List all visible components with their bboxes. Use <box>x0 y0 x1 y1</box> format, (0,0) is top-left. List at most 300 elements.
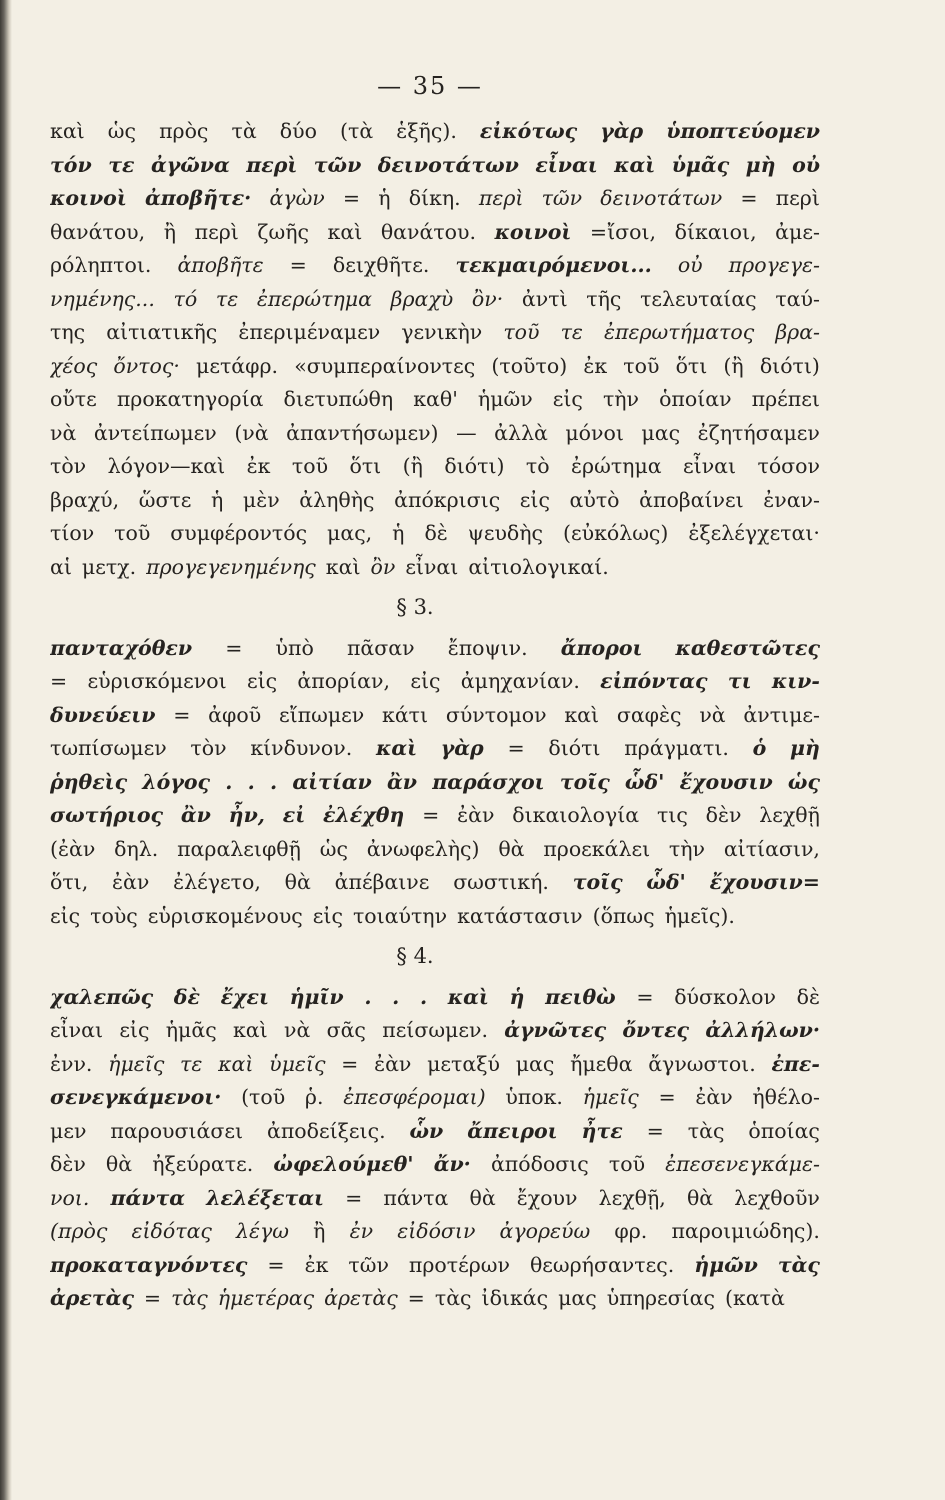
text-word: ἡμῶν <box>477 387 533 411</box>
text-word: ἠθέλο- <box>752 1085 820 1109</box>
text-word: τὴν <box>602 387 640 411</box>
text-word: ὅτι, <box>50 870 89 894</box>
text-word: ἡμεῖς). <box>664 903 735 928</box>
text-line <box>50 665 820 699</box>
text-word: ἐὰν <box>695 1085 733 1109</box>
text-word: διότι) <box>444 454 505 478</box>
text-word: ἔποψιν. <box>447 635 528 660</box>
text-line <box>50 1282 820 1316</box>
text-word: θὰ <box>105 1152 133 1176</box>
italic-word: εἰδόσιν <box>397 1219 476 1243</box>
text-word: ἀντιμε- <box>743 702 820 727</box>
text-word: = <box>50 669 68 693</box>
text-word: τελευταίας <box>640 286 757 311</box>
text-word: = <box>289 253 307 277</box>
text-word: — <box>456 420 477 445</box>
text-word: ὥστε <box>138 487 192 512</box>
text-word: εἰς <box>552 387 583 411</box>
text-word: περὶ <box>194 219 239 244</box>
text-word: μεν <box>50 1118 87 1143</box>
text-word: οὔτε <box>50 387 97 411</box>
commentary-text <box>50 115 820 1316</box>
text-word: νὰ <box>699 702 726 727</box>
text-word: = <box>658 1085 676 1109</box>
text-word: προκατηγορία <box>116 387 264 411</box>
italic-word: νοι. <box>50 1185 90 1210</box>
text-word: ἐκ <box>583 353 608 378</box>
page-number: — 35 — <box>377 72 483 100</box>
text-line <box>50 1014 820 1048</box>
italic-word: νημένης... <box>50 286 155 311</box>
text-word: ὅτι <box>675 353 708 378</box>
text-line <box>50 316 820 350</box>
text-word: = <box>267 1252 285 1277</box>
text-word: καὶ <box>232 1018 268 1042</box>
text-word: τίον <box>50 521 95 545</box>
text-word: ζωῆς <box>257 219 309 244</box>
text-word: τὰς <box>434 1286 472 1310</box>
text-line <box>50 383 820 417</box>
section-heading: § 4. <box>396 944 434 968</box>
lemma-word: πειθὼ <box>545 984 616 1009</box>
text-word: ἀπορίαν, <box>297 669 390 693</box>
text-word: ἀλλὰ <box>494 420 548 445</box>
italic-word: ἀρετὰς <box>324 1286 398 1310</box>
text-word: τοῦ <box>608 1152 646 1176</box>
lemma-word: εἰ <box>282 803 306 827</box>
lemma-word: ῥηθεὶς <box>50 769 128 794</box>
italic-word: ὄντος· <box>113 353 180 378</box>
italic-word: ἀγορεύω <box>499 1219 591 1243</box>
text-word: ὑπηρεσίας <box>606 1286 715 1310</box>
text-word: εἰς <box>519 487 550 512</box>
text-word: προεκάλει <box>543 836 651 861</box>
text-word: κάτι <box>382 702 429 727</box>
text-word: προτέρων <box>408 1252 510 1277</box>
text-word: (εὐκόλως) <box>562 521 669 545</box>
text-word: σᾶς <box>326 1018 366 1042</box>
text-word: ῥ. <box>304 1085 324 1109</box>
text-word: μεταξύ <box>427 1051 500 1076</box>
text-line <box>50 866 820 900</box>
lemma-word: καὶ <box>375 736 418 760</box>
text-word: καθ' <box>413 387 458 411</box>
italic-word: τὰς <box>171 1286 208 1310</box>
text-word: τῆς <box>586 286 622 311</box>
lemma-word: μὴ <box>790 736 820 760</box>
text-word: γενικὴν <box>401 320 483 344</box>
text-word: τοῦ <box>114 521 151 545</box>
text-word: ἀπόδοσις <box>490 1152 589 1176</box>
text-word: εἶναι <box>683 454 737 478</box>
text-word: μετάφρ. <box>196 353 279 378</box>
lemma-word: ἄν· <box>433 1152 471 1176</box>
text-word: = <box>225 635 243 660</box>
text-line <box>50 350 820 384</box>
text-word: ἀπαντήσωμεν) <box>286 420 439 445</box>
text-word: πείσωμεν. <box>382 1018 488 1042</box>
italic-word: ἀποβῆτε <box>177 253 264 277</box>
lemma-word: ἦτε <box>581 1118 623 1143</box>
lemma-word: χαλεπῶς <box>50 984 154 1009</box>
lemma-word: μὴ <box>745 152 776 177</box>
text-word: νὰ <box>283 1018 311 1042</box>
text-word: = <box>143 1286 162 1310</box>
text-word: ἐὰν <box>112 870 150 894</box>
lemma-word: ἂν <box>386 769 417 794</box>
text-word: συμφέροντός <box>170 521 308 545</box>
italic-word: περὶ <box>478 186 524 210</box>
text-word: τὰ <box>231 119 257 143</box>
italic-word: τε <box>180 1051 203 1076</box>
text-line <box>50 981 820 1015</box>
lemma-word: . <box>247 769 255 794</box>
lemma-word: . <box>225 769 233 794</box>
lemma-word: ἐπε- <box>771 1051 820 1076</box>
lemma-word: ἀποβῆτε· <box>144 186 252 210</box>
italic-word: ὂν· <box>471 286 504 311</box>
text-word: λεχθῇ <box>759 803 820 827</box>
text-word: λεχθοῦν <box>734 1185 820 1210</box>
text-word: δηλ. <box>114 836 159 861</box>
text-line <box>50 249 820 283</box>
text-word: τῶν <box>348 1252 389 1277</box>
text-word: πράγματι. <box>624 736 729 760</box>
text-word: τὸν <box>190 736 227 760</box>
text-word: ὑπὸ <box>275 635 314 660</box>
italic-word: ἐπερώτημα <box>256 286 372 311</box>
text-word: ἡ <box>378 186 391 210</box>
text-word: = <box>407 1286 425 1310</box>
text-word: τοὺς <box>90 903 138 928</box>
text-word: παραλειφθῇ <box>177 836 301 861</box>
text-word: ἀνωφελὴς) <box>366 836 480 861</box>
lemma-word: καὶ <box>447 984 489 1009</box>
text-word: τοῦ <box>623 353 660 378</box>
lemma-word: τε <box>108 152 135 177</box>
italic-word: δεινοτάτων <box>600 186 723 210</box>
page-binding-edge <box>0 0 12 1500</box>
lemma-word: προκαταγνόντες <box>50 1252 248 1277</box>
italic-word: καὶ <box>218 1051 254 1076</box>
italic-word: λέγω <box>236 1219 289 1243</box>
text-word: πᾶσαν <box>346 635 415 660</box>
text-line <box>50 551 820 585</box>
text-word: ὁποίας <box>748 1118 820 1143</box>
text-word: = <box>173 702 191 727</box>
text-word: περὶ <box>775 186 820 210</box>
text-word: ἑξῆς). <box>396 119 457 143</box>
text-word: μόνοι <box>565 420 624 445</box>
text-word: νὰ <box>50 420 77 445</box>
lemma-word: εἶναι <box>535 152 598 177</box>
text-line <box>50 283 820 317</box>
lemma-word: κιν- <box>771 669 820 693</box>
lemma-word: τῶν <box>313 152 362 177</box>
text-word: δὲν <box>50 1152 86 1176</box>
section-heading: § 3. <box>396 595 434 619</box>
text-word: μας <box>641 420 681 445</box>
lemma-word: δυνεύειν <box>50 702 156 727</box>
text-word: εἰς <box>50 903 81 928</box>
text-word: παροιμιώδης). <box>671 1219 820 1243</box>
text-word: ἐλέγετο, <box>173 870 261 894</box>
text-line <box>50 632 820 666</box>
text-word: διότι) <box>759 353 820 378</box>
italic-word: βρα- <box>775 320 820 344</box>
text-word: =ἴσοι, <box>589 219 657 244</box>
text-word: = <box>342 186 361 210</box>
text-word: (ἢ <box>723 353 744 378</box>
lemma-word: ἦν, <box>228 803 265 827</box>
text-word: ὑποκ. <box>505 1085 563 1109</box>
text-word: κίνδυνον. <box>250 736 353 760</box>
italic-word: ἐπερωτήματος <box>604 320 755 344</box>
text-word: τὰς <box>687 1118 725 1143</box>
text-word: δύο <box>279 119 317 143</box>
text-word: τωπίσωμεν <box>50 736 167 760</box>
text-word: τὸ <box>525 454 550 478</box>
text-word: τις <box>656 803 688 827</box>
text-word: = <box>740 186 758 210</box>
text-word: ἔχουν <box>516 1185 578 1210</box>
text-line <box>50 833 820 867</box>
lemma-word: ἔχουσιν= <box>709 870 820 894</box>
text-word: ἐζητήσαμεν <box>697 420 820 445</box>
italic-word: ὑμεῖς <box>269 1051 326 1076</box>
lemma-word: γὰρ <box>600 119 644 143</box>
text-line <box>50 517 820 551</box>
text-word: καὶ <box>564 702 600 727</box>
text-word: δίκη. <box>408 186 461 210</box>
text-word: ἡ <box>392 521 405 545</box>
text-word: εἶναι <box>405 554 459 579</box>
text-word: καὶ <box>50 119 85 143</box>
text-word: θανάτου. <box>380 219 476 244</box>
text-word: «συμπεραίνοντες <box>294 353 476 378</box>
lemma-word: . <box>419 984 428 1009</box>
text-word: ἀφοῦ <box>208 702 262 727</box>
text-word: δειχθῆτε. <box>332 253 430 277</box>
lemma-word: ἀγῶνα <box>150 152 230 177</box>
text-word: τοιαύτην <box>352 903 448 928</box>
text-line <box>50 1081 820 1115</box>
text-word: θανάτου, <box>50 219 146 244</box>
text-word: ψευδὴς <box>467 521 544 545</box>
text-word: βραχύ, <box>50 487 120 512</box>
text-word: εἶναι <box>50 1018 104 1042</box>
text-word: (νὰ <box>234 420 269 445</box>
text-word: ρόληπτοι. <box>50 253 152 277</box>
text-word: ἢ <box>313 1219 326 1243</box>
lemma-word: δὲ <box>173 984 200 1009</box>
italic-word: ἐν <box>349 1219 374 1243</box>
lemma-word: ὠφελούμεθ' <box>273 1152 414 1176</box>
italic-word: ἡμεῖς <box>582 1085 639 1109</box>
text-word: μὲν <box>242 487 280 512</box>
lemma-word: ὁ <box>752 736 767 760</box>
text-word: εἰς <box>410 669 441 693</box>
text-word: αἰτιολογικαί. <box>468 554 609 579</box>
italic-word: βραχὺ <box>390 286 454 311</box>
lemma-word: γὰρ <box>440 736 484 760</box>
text-word: ἀληθὴς <box>299 487 375 512</box>
lemma-word: ἀρετὰς <box>50 1286 134 1310</box>
text-line <box>50 417 820 451</box>
lemma-word: ἔχουσιν <box>679 769 773 794</box>
lemma-word: ἐλέχθη <box>322 803 405 827</box>
lemma-word: ἄπειροι <box>467 1118 558 1143</box>
text-word: πρὸς <box>159 119 209 143</box>
text-word: (τοῦ <box>241 1085 286 1109</box>
lemma-word: τι <box>727 669 752 693</box>
text-word: ἀποδείξεις. <box>266 1118 386 1143</box>
text-word: μετχ. <box>81 554 137 579</box>
lemma-word: ἔχει <box>220 984 269 1009</box>
lemma-word: τόν <box>50 152 92 177</box>
text-word: ὡς <box>319 836 348 861</box>
italic-word: ἀγὼν <box>269 186 325 210</box>
text-word: = <box>507 736 525 760</box>
text-line <box>50 1182 820 1216</box>
lemma-word: ὧν <box>409 1118 444 1143</box>
lemma-word: λόγος <box>142 769 211 794</box>
text-word: ἐὰν <box>374 1051 412 1076</box>
italic-word: ἐπεσφέρομαι) <box>343 1085 486 1109</box>
lemma-word: καὶ <box>614 152 656 177</box>
text-line <box>50 1148 820 1182</box>
lemma-word: ὄντες <box>622 1018 690 1042</box>
text-word: ἀποβαίνει <box>639 487 744 512</box>
lemma-word: πάντα <box>110 1185 186 1210</box>
text-word: ἐκ <box>246 454 271 478</box>
lemma-word: τὰς <box>777 1252 820 1277</box>
italic-word: τε <box>215 286 239 311</box>
text-word: τὴν <box>668 836 706 861</box>
text-word: κατάστασιν <box>457 903 583 928</box>
text-word: ἢ <box>163 219 177 244</box>
lemma-word: . <box>392 984 400 1009</box>
text-word: ἀντὶ <box>521 286 568 311</box>
text-word: ἄγνωστοι. <box>648 1051 756 1076</box>
text-word: ὅτι <box>349 454 382 478</box>
text-word: παρουσιάσει <box>110 1118 244 1143</box>
text-word: μας <box>558 1286 597 1310</box>
text-line <box>50 699 820 733</box>
text-word: καὶ <box>325 554 361 579</box>
text-word: = <box>345 1185 363 1210</box>
lemma-word: ὧδ' <box>646 870 686 894</box>
text-word: ἐναν- <box>763 487 820 512</box>
text-line <box>50 766 820 800</box>
text-word: μας, <box>327 521 373 545</box>
text-word: εἰς <box>246 669 278 693</box>
text-word: αἱ <box>50 554 72 579</box>
lemma-word: σενεγκάμενοι· <box>50 1085 222 1109</box>
lemma-word: ἀγνῶτες <box>504 1018 607 1042</box>
italic-word: ἡμεῖς <box>108 1051 165 1076</box>
text-word: ἐκ <box>304 1252 329 1277</box>
lemma-word: τοῖς <box>572 870 623 894</box>
text-line <box>50 732 820 766</box>
text-line <box>50 216 820 250</box>
text-word: λόγον—καὶ <box>107 454 226 478</box>
lemma-word: κοινοὶ <box>50 186 127 210</box>
lemma-word: κοινοὶ <box>494 219 572 244</box>
text-word: ἐξελέγχεται· <box>688 521 820 545</box>
text-word: (ἐὰν <box>50 836 96 861</box>
text-word: λεχθῇ, <box>598 1185 666 1210</box>
text-word: ἰδικάς <box>481 1286 549 1310</box>
italic-word: προγεγε- <box>728 253 820 277</box>
text-word: ὁποίαν <box>659 387 732 411</box>
lemma-word: τεκμαιρόμενοι... <box>455 253 652 277</box>
text-word: της <box>50 320 86 344</box>
text-line <box>50 115 820 149</box>
text-line <box>50 182 820 216</box>
italic-word: προγεγενημένης <box>146 554 316 579</box>
text-word: τοῦ <box>291 454 329 478</box>
lemma-word: αἰτίαν <box>292 769 372 794</box>
text-word: αἰτίασιν, <box>723 836 820 861</box>
lemma-word: εἰκότως <box>479 119 578 143</box>
italic-word: τό <box>173 286 198 311</box>
text-line <box>50 1249 820 1283</box>
text-word: ἀμε- <box>775 219 820 244</box>
lemma-word: ὑμᾶς <box>671 152 730 177</box>
text-word: = <box>636 984 654 1009</box>
text-word: δικαιολογία <box>512 803 640 827</box>
text-word: δὲ <box>796 984 820 1009</box>
text-word: θὰ <box>284 870 311 894</box>
lemma-word: καθεστῶτες <box>675 635 820 660</box>
text-word: (τὰ <box>340 119 374 143</box>
text-line <box>50 1215 820 1249</box>
text-word: αἰτιατικῆς <box>106 320 218 344</box>
text-word: ἐρώτημα <box>571 454 662 478</box>
text-word: = <box>646 1118 664 1143</box>
text-line <box>50 484 820 518</box>
lemma-word: πανταχόθεν <box>50 635 193 660</box>
lemma-word: σωτήριος <box>50 803 164 827</box>
italic-word: ὂν <box>370 554 396 579</box>
lemma-word: δεινοτάτων <box>377 152 519 177</box>
text-word: θεωρήσαντες. <box>529 1252 675 1277</box>
text-word: διότι <box>548 736 601 760</box>
text-word: φρ. <box>614 1219 648 1243</box>
text-word: ταύ- <box>775 286 820 311</box>
lemma-word: ἄποροι <box>560 635 643 660</box>
italic-word: οὐ <box>677 253 703 277</box>
text-word: ἐπεριμέναμεν <box>238 320 381 344</box>
italic-word: ἐπεσενεγκάμε- <box>665 1152 820 1176</box>
text-word: (ὅπως <box>592 903 655 928</box>
text-word: πρέπει <box>751 387 820 411</box>
lemma-word: ὑποπτεύομεν <box>666 119 820 143</box>
text-word: ἠξεύρατε. <box>152 1152 254 1176</box>
text-word: πάντα <box>383 1185 449 1210</box>
text-word: σύντομον <box>445 702 547 727</box>
lemma-word: περὶ <box>246 152 298 177</box>
text-word: ἡμᾶς <box>165 1018 217 1042</box>
lemma-word: τοῖς <box>559 769 610 794</box>
text-word: διετυπώθη <box>283 387 394 411</box>
text-word: δὲ <box>424 521 448 545</box>
text-word: ἀμηχανίαν. <box>460 669 580 693</box>
text-word: εἰς <box>312 903 343 928</box>
text-word: δὲν <box>705 803 742 827</box>
text-word: ἀντείπωμεν <box>93 420 217 445</box>
